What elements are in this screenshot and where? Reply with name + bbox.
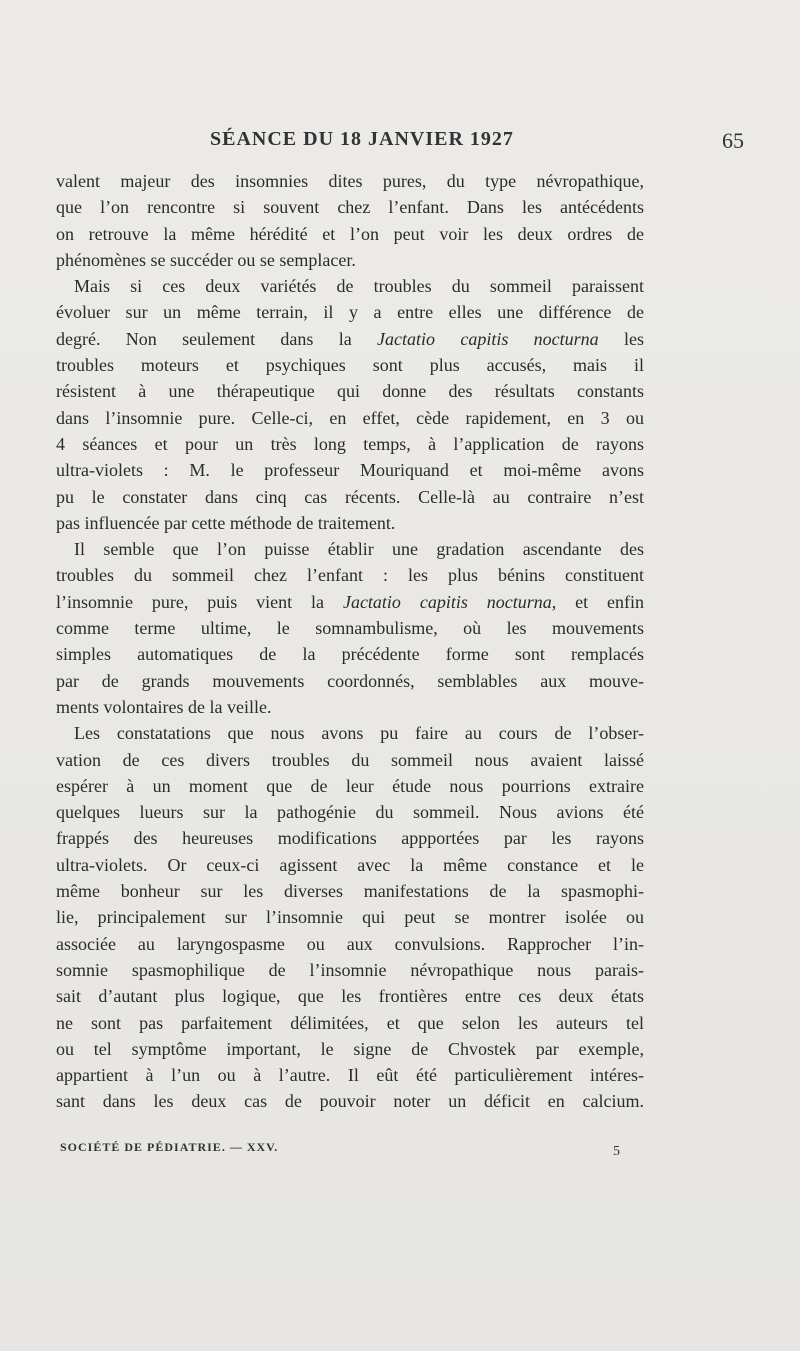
text-line: ments volontaires de la veille. <box>56 696 272 717</box>
running-header <box>60 128 760 158</box>
text-line: par de grands mouvements coordonnés, semblables aux mouve- <box>56 670 644 691</box>
text-line: appartient à l’un ou à l’autre. Il eût été particulièrement intéres- <box>56 1065 644 1086</box>
text-line: espérer à un moment que de leur étude nous pourrions extraire <box>56 775 644 796</box>
text-line: dans l’insomnie pure. Celle-ci, en effet, cède rapidement, en 3 ou <box>56 407 644 428</box>
text-line: associée au laryngospasme ou aux convulsions. Rapprocher l’in- <box>56 933 644 954</box>
text-line: on retrouve la même hérédité et l’on peut voir les deux ordres de <box>56 223 644 244</box>
text-line: degré. Non seulement dans la Jactatio capitis nocturna les <box>56 328 644 349</box>
text-line: valent majeur des insomnies dites pures, du type névropathique, <box>56 171 644 191</box>
text-line: pu le constater dans cinq cas récents. Celle-là au contraire n’est <box>56 486 644 507</box>
italic-term: Jactatio capitis nocturna <box>377 328 599 349</box>
text-line: troubles moteurs et psychiques sont plus accusés, mais il <box>56 355 644 376</box>
text-line: vation de ces divers troubles du sommeil nous avaient laissé <box>56 749 644 770</box>
text-line: Les constatations que nous avons pu faire au cours de l’obser- <box>74 723 644 744</box>
text-line: sait d’autant plus logique, que les frontières entre ces deux états <box>56 986 644 1007</box>
text-line: Il semble que l’on puisse établir une gradation ascendante des <box>74 539 644 560</box>
header-title: SÉANCE DU 18 JANVIER 1927 <box>210 128 514 150</box>
text-line: ultra-violets : M. le professeur Mouriquand et moi-même avons <box>56 460 644 481</box>
text-line: lie, principalement sur l’insomnie qui peut se montrer isolée ou <box>56 907 644 928</box>
text-line: comme terme ultime, le somnambulisme, où les mouvements <box>56 618 644 639</box>
text-line: pas influencée par cette méthode de traitement. <box>56 512 396 533</box>
text-line: 4 séances et pour un très long temps, à l’application de rayons <box>56 433 644 454</box>
body-text <box>56 168 644 1115</box>
text-line: phénomènes se succéder ou se semplacer. <box>56 249 356 270</box>
text-line: simples automatiques de la précédente forme sont remplacés <box>56 644 644 665</box>
text-line: ultra-violets. Or ceux-ci agissent avec la même constance et le <box>56 854 644 875</box>
text-line: évoluer sur un même terrain, il y a entre elles une différence de <box>56 302 644 323</box>
text-line: troubles du sommeil chez l’enfant : les plus bénins constituent <box>56 565 644 586</box>
text-line: quelques lueurs sur la pathogénie du sommeil. Nous avions été <box>56 802 644 823</box>
text-line: Mais si ces deux variétés de troubles du sommeil paraissent <box>74 276 644 297</box>
text-line: que l’on rencontre si souvent chez l’enfant. Dans les antécédents <box>56 197 644 218</box>
text-line: sant dans les deux cas de pouvoir noter un déficit en calcium. <box>56 1091 644 1112</box>
page-number: 65 <box>722 128 744 153</box>
text-line: résistent à une thérapeutique qui donne des résultats constants <box>56 381 644 402</box>
footer-signature: SOCIÉTÉ DE PÉDIATRIE. — XXV. <box>60 1140 279 1154</box>
page-footer <box>60 1140 620 1164</box>
text-line: frappés des heureuses modifications appportées par les rayons <box>56 828 644 849</box>
italic-term: Jactatio capitis nocturna <box>342 591 552 612</box>
text-line: ne sont pas parfaitement délimitées, et que selon les auteurs tel <box>56 1012 644 1033</box>
text-line: ou tel symptôme important, le signe de Chvostek par exemple, <box>56 1038 644 1059</box>
text-line: somnie spasmophilique de l’insomnie névropathique nous parais- <box>56 959 644 980</box>
text-line: même bonheur sur les diverses manifestations de la spasmophi- <box>56 881 644 902</box>
text-line: l’insomnie pure, puis vient la Jactatio capitis nocturna, et enfin <box>56 591 644 612</box>
signature-mark: 5 <box>613 1144 620 1159</box>
